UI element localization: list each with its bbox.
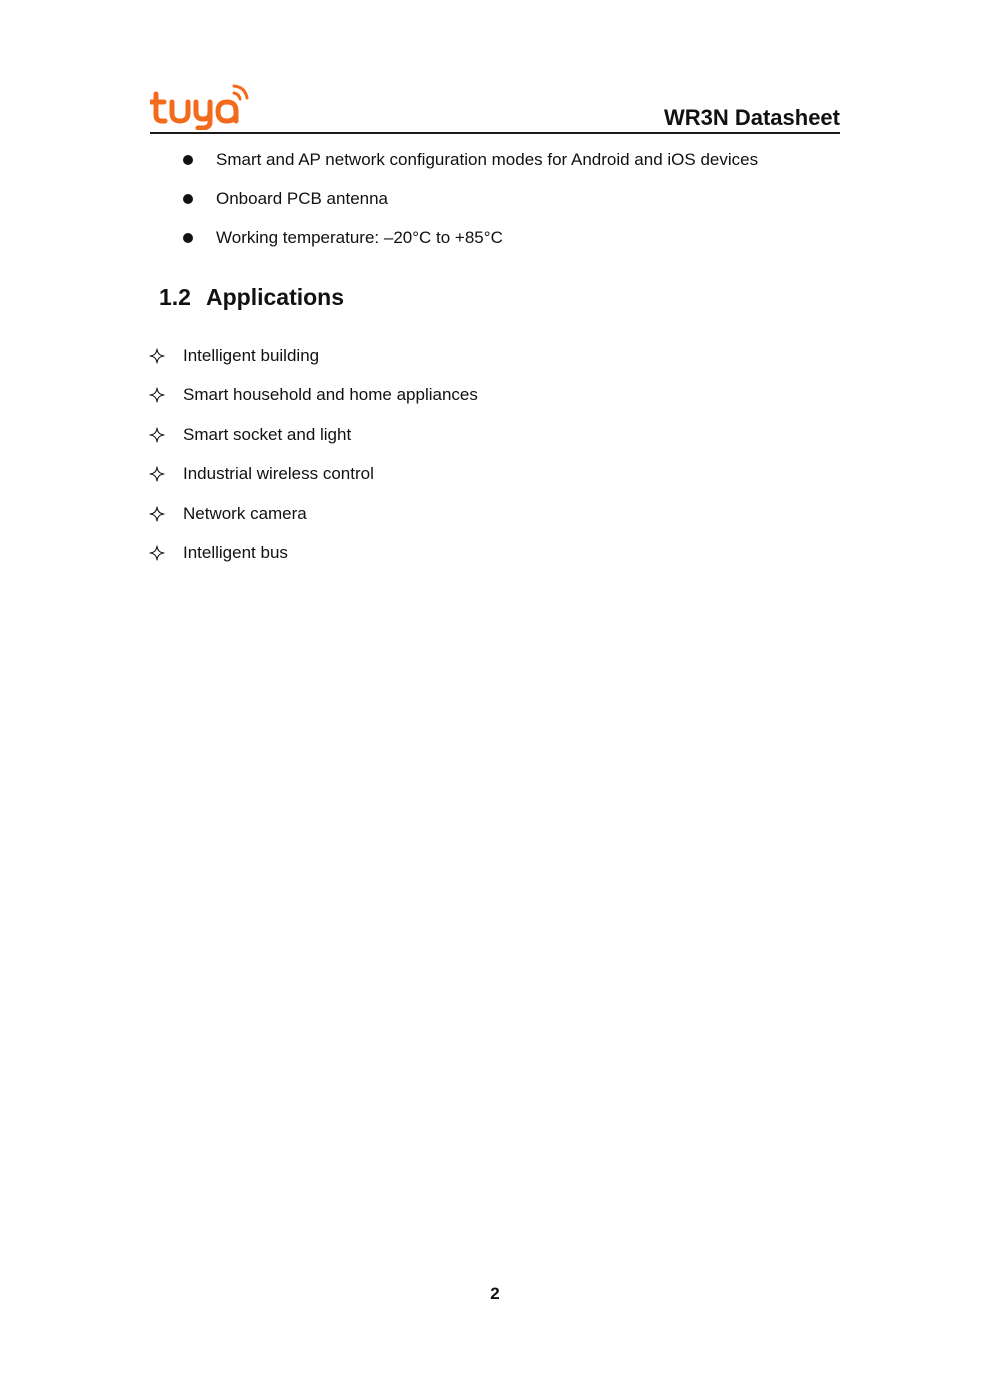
four-point-star-icon: [149, 387, 165, 403]
feature-text: Onboard PCB antenna: [216, 189, 389, 208]
list-item: [149, 500, 478, 539]
list-item: [183, 146, 758, 185]
list-item: [183, 185, 758, 224]
application-text: Smart household and home appliances: [183, 385, 478, 405]
four-point-star-icon: [149, 348, 165, 364]
application-text: Smart socket and light: [183, 424, 352, 444]
list-item: [149, 342, 478, 381]
list-item: [149, 460, 478, 499]
list-item: [149, 539, 478, 578]
section-number: 1.2: [159, 284, 191, 310]
feature-text: Smart and AP network configuration modes for Android and iOS devices: [216, 150, 759, 169]
tuya-logo: [150, 82, 250, 130]
four-point-star-icon: [149, 466, 165, 482]
application-text: Intelligent bus: [183, 542, 288, 562]
bullet-dot-icon: [183, 233, 193, 243]
four-point-star-icon: [149, 545, 165, 561]
bullet-dot-icon: [183, 194, 193, 204]
document-title: WR3N Datasheet: [663, 105, 840, 130]
section-heading: [159, 282, 344, 312]
list-item: [183, 224, 758, 263]
page-number: 2: [490, 1284, 500, 1303]
page-header: [150, 80, 840, 134]
application-text: Network camera: [183, 503, 307, 523]
bullet-dot-icon: [183, 155, 193, 165]
list-item: [149, 381, 478, 420]
application-text: Intelligent building: [183, 346, 320, 365]
four-point-star-icon: [149, 427, 165, 443]
applications-list: [149, 342, 478, 578]
section-title: Applications: [206, 284, 345, 310]
feature-list: [183, 146, 758, 263]
feature-text: Working temperature: –20°C to +85°C: [216, 228, 503, 247]
list-item: [149, 421, 478, 460]
four-point-star-icon: [149, 506, 165, 522]
application-text: Industrial wireless control: [183, 464, 374, 484]
